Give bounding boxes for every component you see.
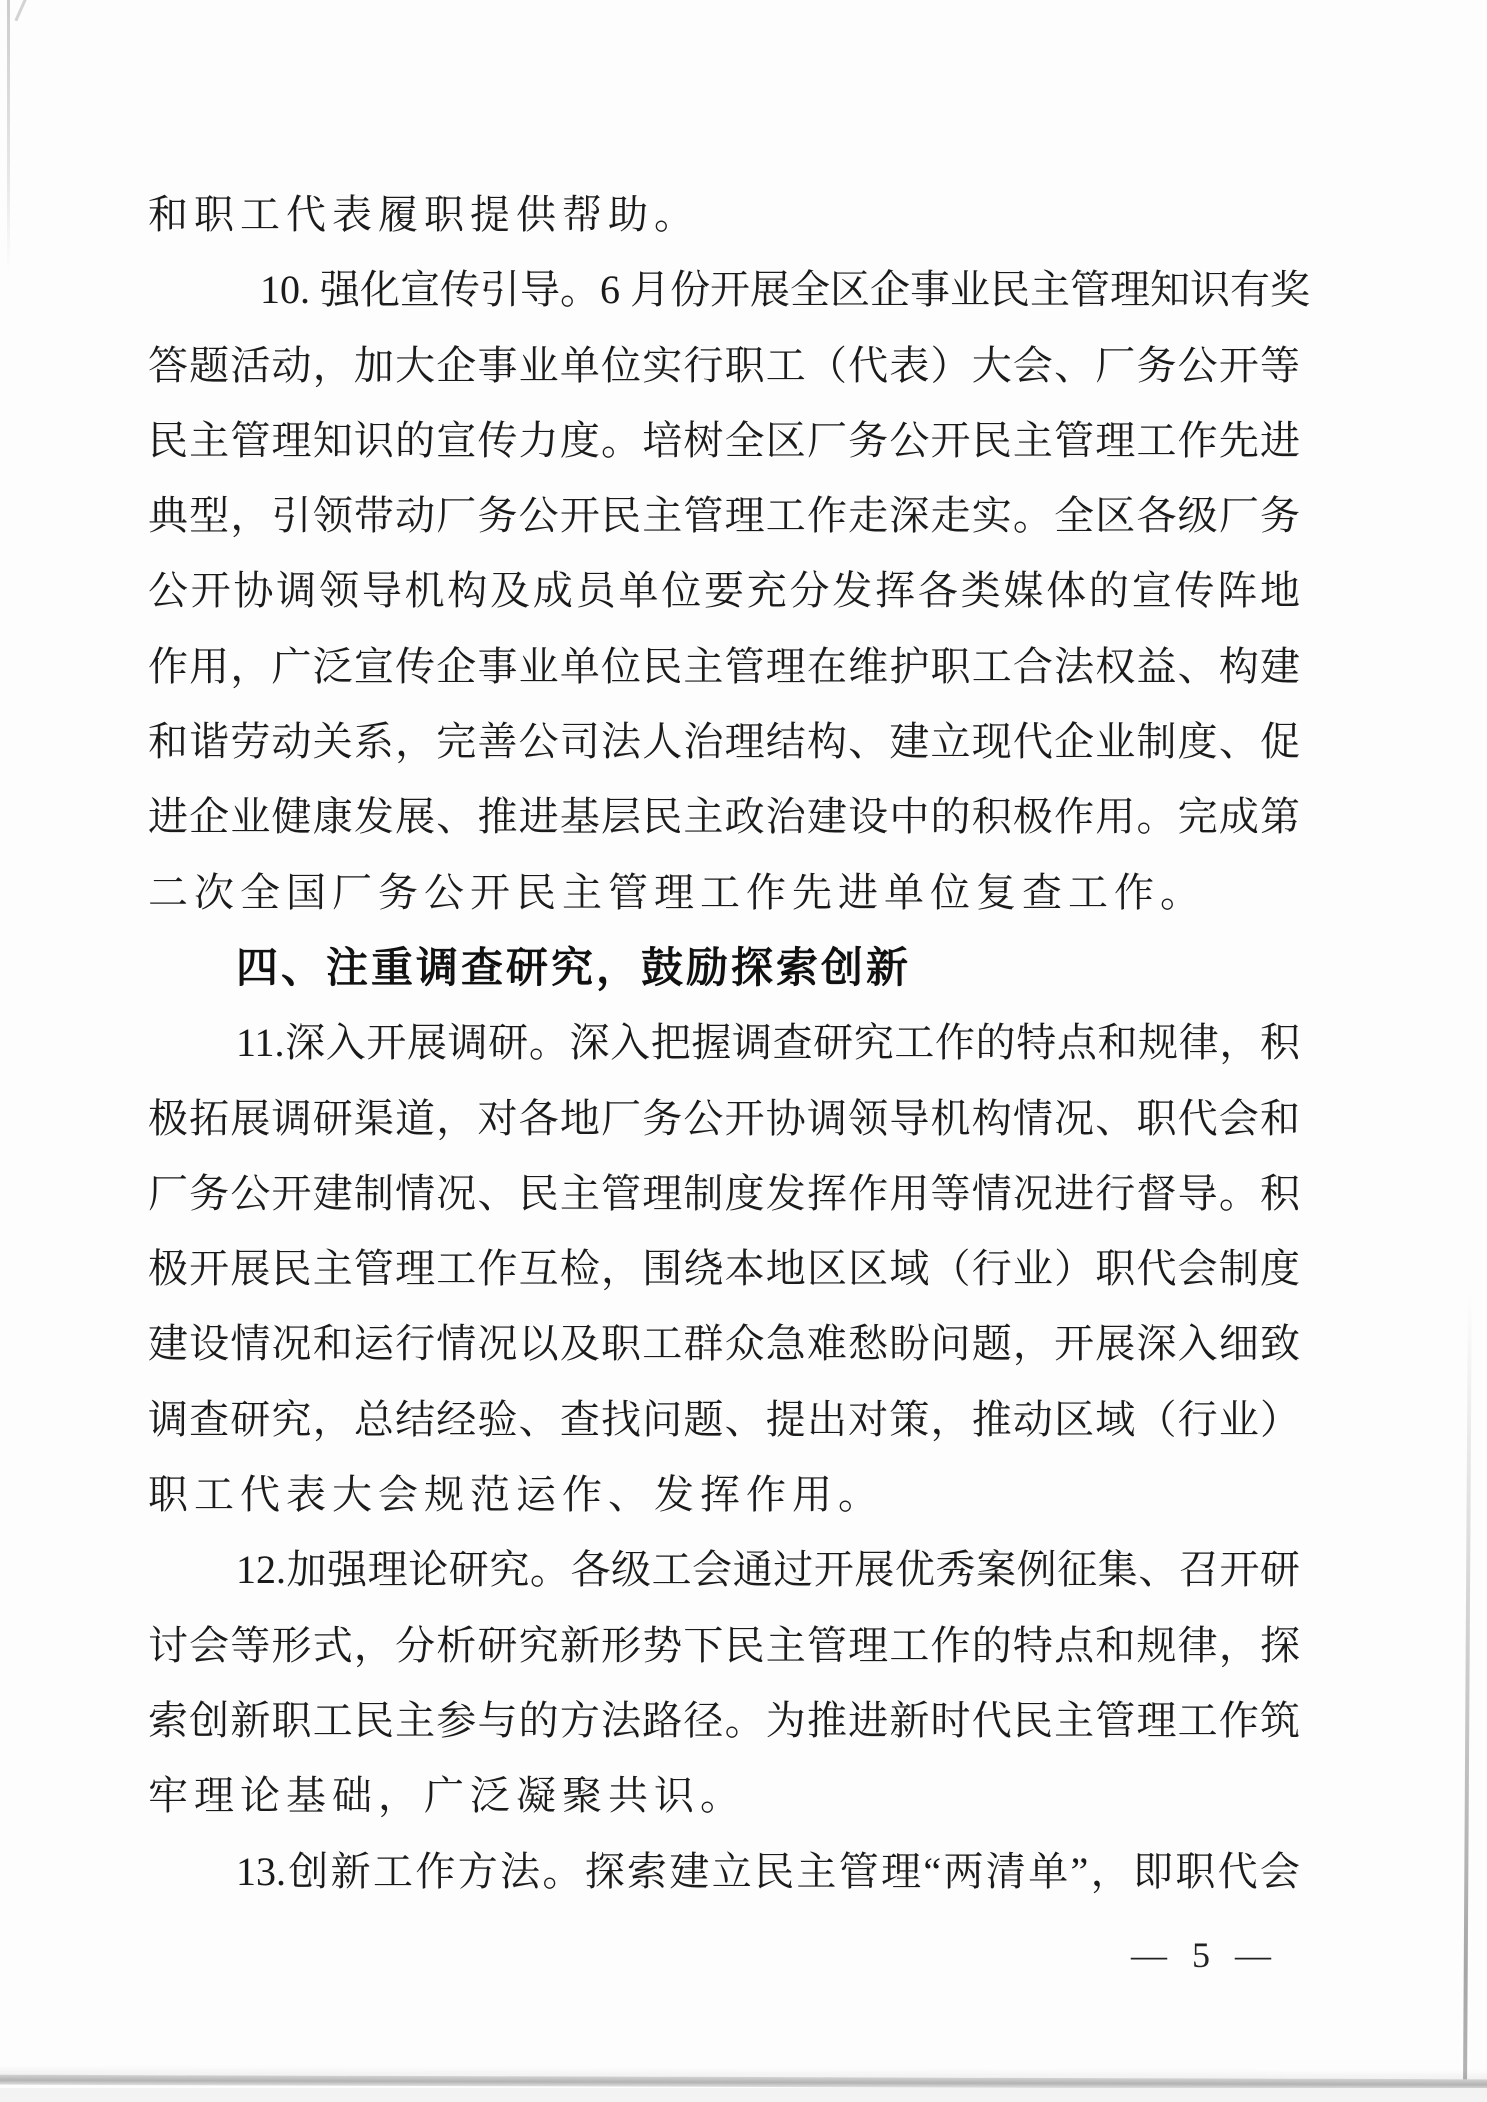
document-line: 调查研究，总结经验、查找问题、提出对策，推动区域（行业） bbox=[148, 1396, 1300, 1442]
document-line: 12.加强理论研究。各级工会通过开展优秀案例征集、召开研 bbox=[236, 1547, 1300, 1593]
document-line: 索创新职工民主参与的方法路径。为推进新时代民主管理工作筑 bbox=[148, 1697, 1300, 1743]
document-line: 牢理论基础，广泛凝聚共识。 bbox=[148, 1773, 746, 1819]
document-line: 厂务公开建制情况、民主管理制度发挥作用等情况进行督导。积 bbox=[148, 1170, 1300, 1216]
document-line: 民主管理知识的宣传力度。培树全区厂务公开民主管理工作先进 bbox=[148, 417, 1300, 463]
document-line: 公开协调领导机构及成员单位要充分发挥各类媒体的宣传阵地 bbox=[148, 568, 1300, 614]
document-line: 进企业健康发展、推进基层民主政治建设中的积极作用。完成第 bbox=[148, 794, 1300, 840]
document-line: 13.创新工作方法。探索建立民主管理“两清单”，即职代会 bbox=[236, 1848, 1300, 1894]
document-line: 二次全国厂务公开民主管理工作先进单位复查工作。 bbox=[148, 869, 1206, 915]
document-line: 极开展民主管理工作互检，围绕本地区区域（行业）职代会制度 bbox=[148, 1246, 1300, 1292]
document-line: 职工代表大会规范运作、发挥作用。 bbox=[148, 1472, 884, 1518]
scan-artifact-left-edge-line bbox=[7, 0, 10, 272]
document-line: 典型，引领带动厂务公开民主管理工作走深走实。全区各级厂务 bbox=[148, 493, 1300, 539]
scan-artifact-corner-mark bbox=[14, 0, 28, 21]
document-line: 和谐劳动关系，完善公司法人治理结构、建立现代企业制度、促 bbox=[148, 719, 1300, 765]
document-line: 10. 强化宣传引导。6 月份开展全区企事业民主管理知识有奖 bbox=[260, 267, 1310, 313]
document-line: 讨会等形式，分析研究新形势下民主管理工作的特点和规律，探 bbox=[148, 1622, 1300, 1668]
document-line: 建设情况和运行情况以及职工群众急难愁盼问题，开展深入细致 bbox=[148, 1321, 1300, 1367]
page-number: — 5 — bbox=[1131, 1935, 1279, 1975]
document-body bbox=[148, 177, 1310, 1909]
document-line: 11.深入开展调研。深入把握调查研究工作的特点和规律，积 bbox=[236, 1020, 1300, 1066]
scan-artifact-below-page-area bbox=[0, 2088, 1487, 2102]
document-line: 答题活动，加大企事业单位实行职工（代表）大会、厂务公开等 bbox=[148, 342, 1300, 388]
scan-artifact-right-edge-line bbox=[1463, 1295, 1472, 2090]
document-line: 和职工代表履职提供帮助。 bbox=[148, 192, 700, 237]
document-line: 作用，广泛宣传企事业单位民主管理在维护职工合法权益、构建 bbox=[148, 643, 1300, 689]
section-heading: 四、注重调查研究，鼓励探索创新 bbox=[236, 943, 912, 991]
document-line: 极拓展调研渠道，对各地厂务公开协调领导机构情况、职代会和 bbox=[148, 1095, 1300, 1141]
